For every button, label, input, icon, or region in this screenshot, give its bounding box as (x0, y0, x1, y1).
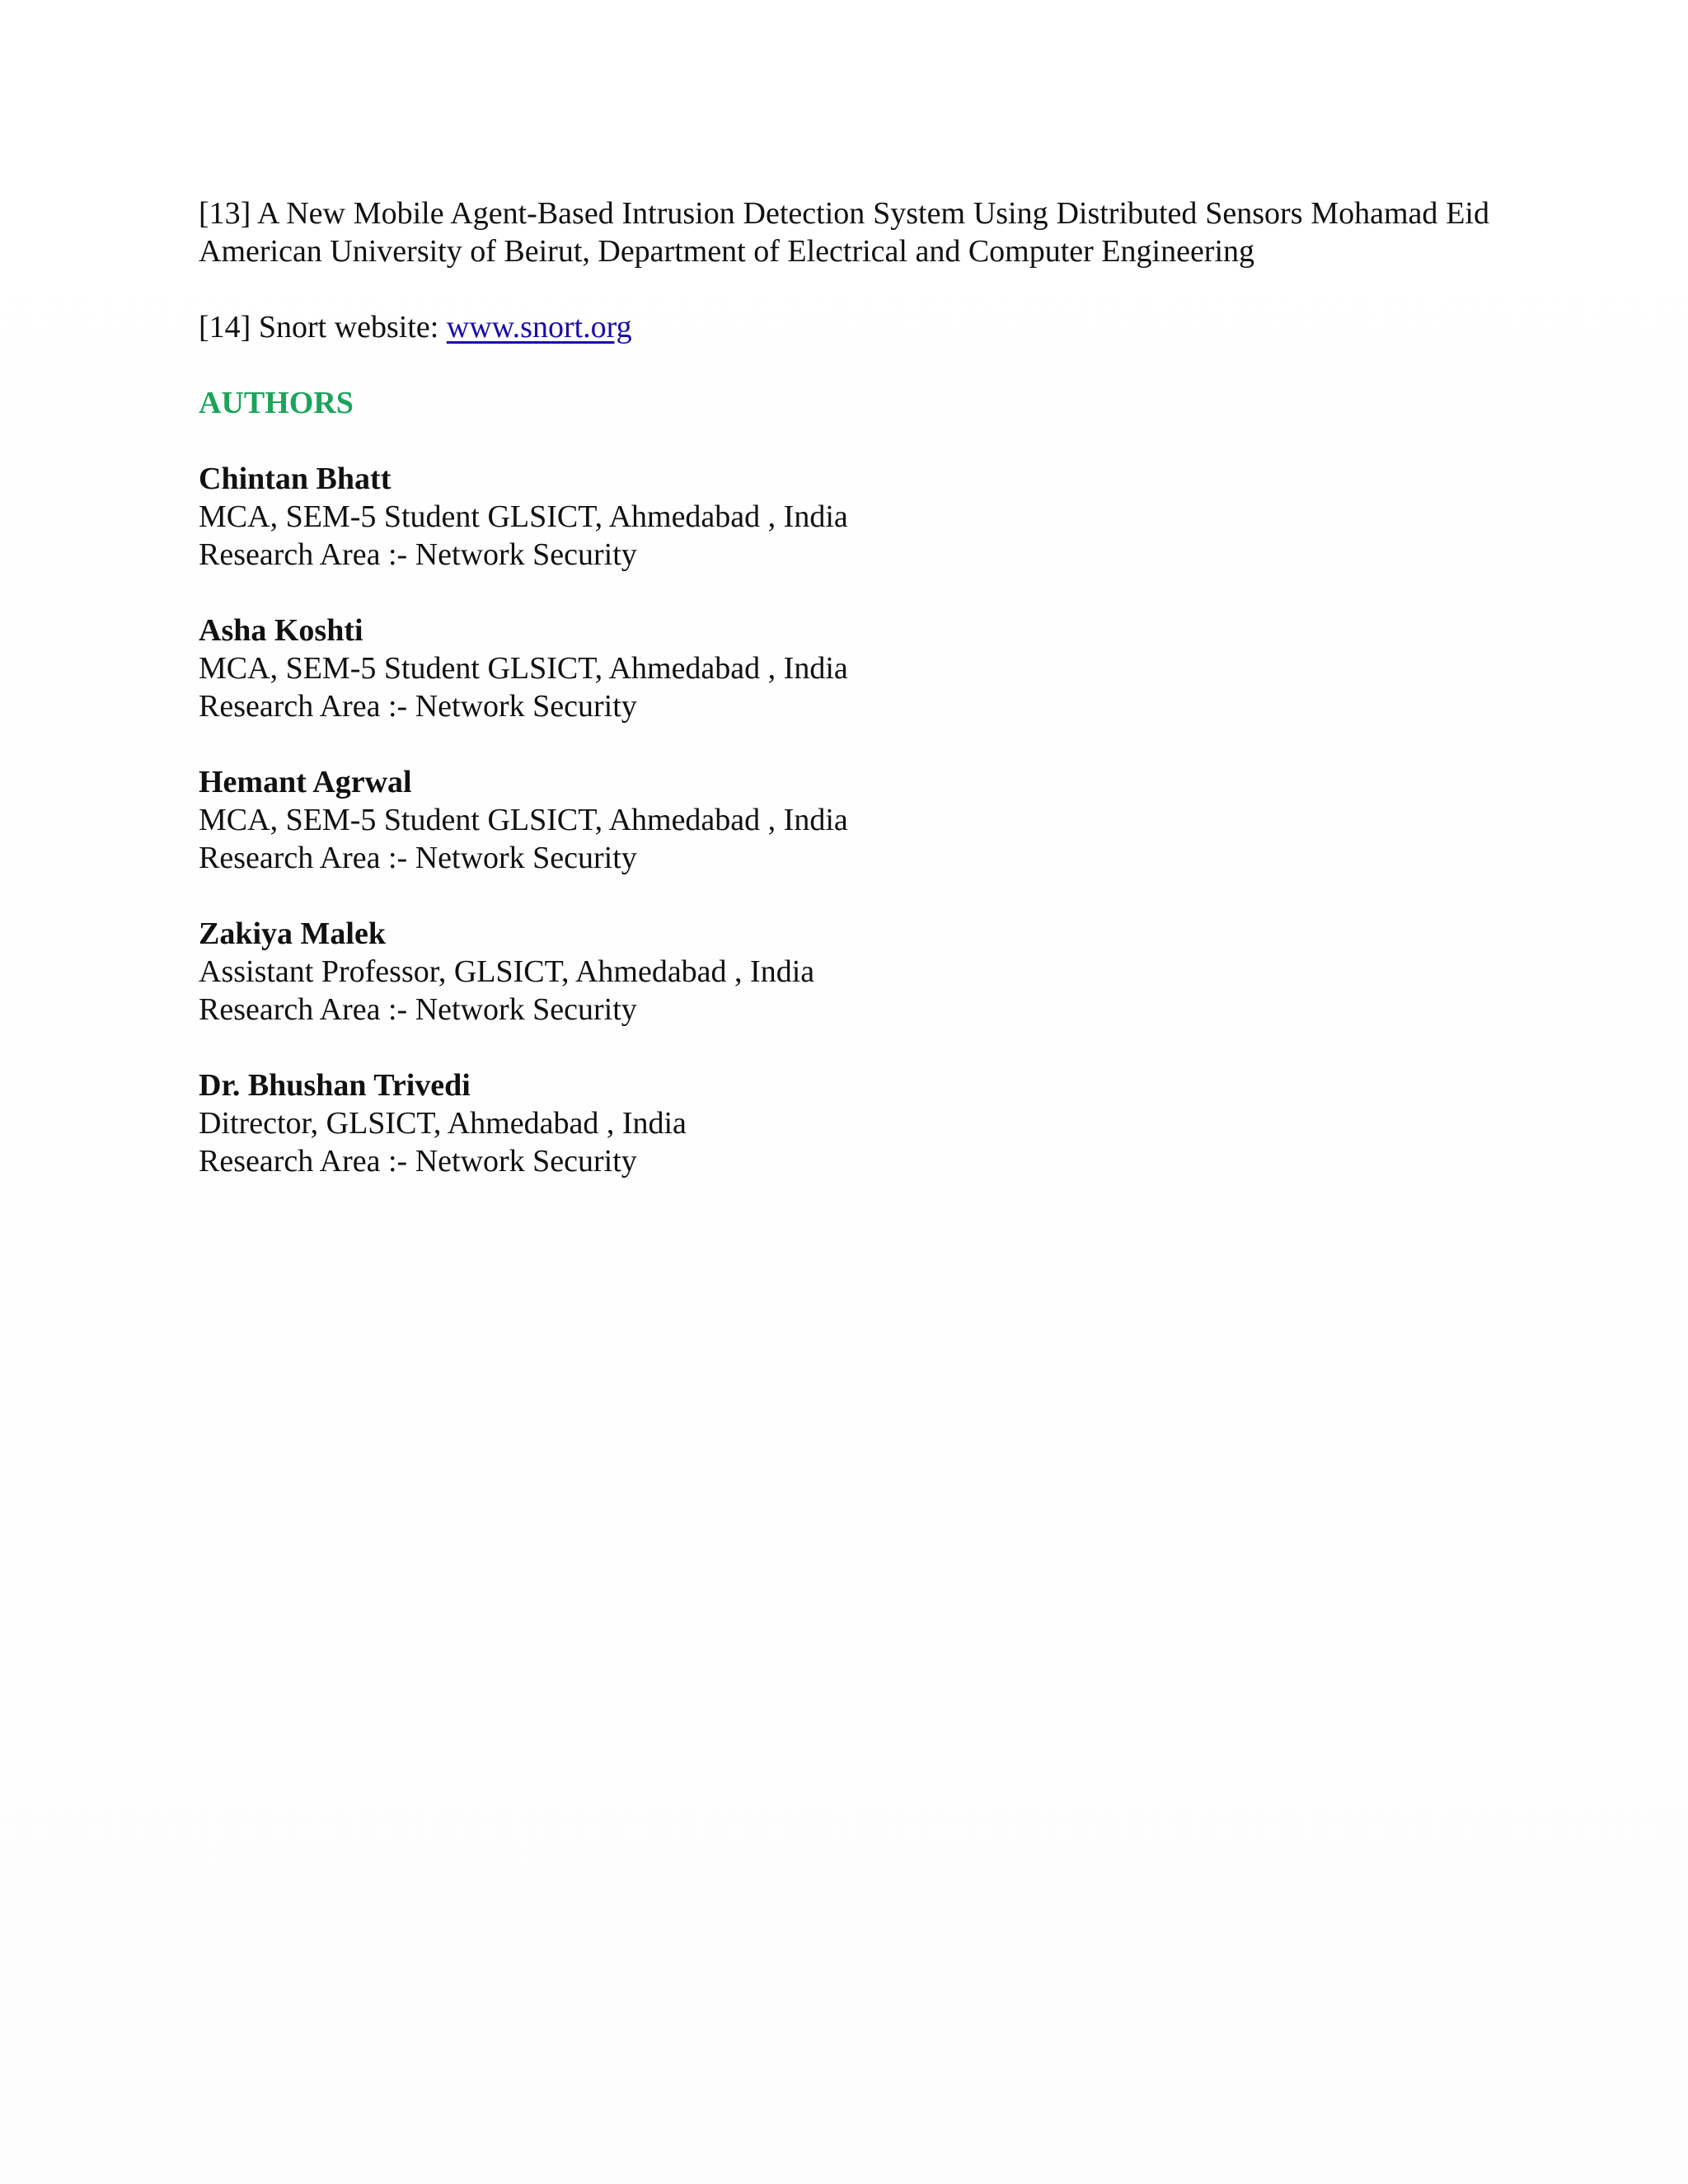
author-role: MCA, SEM-5 Student GLSICT, Ahmedabad , India (199, 499, 848, 534)
author-role: MCA, SEM-5 Student GLSICT, Ahmedabad , India (199, 651, 848, 686)
author-role: MCA, SEM-5 Student GLSICT, Ahmedabad , India (199, 803, 848, 837)
page-content (199, 194, 1489, 1180)
reference-number: [14] (199, 310, 251, 344)
authors-heading: AUTHORS (199, 386, 354, 420)
snort-website-link[interactable]: www.snort.org (446, 310, 632, 344)
reference-number: [13] (199, 196, 251, 231)
author-name: Zakiya Malek (199, 916, 386, 951)
author-role: Ditrector, GLSICT, Ahmedabad , India (199, 1106, 687, 1141)
author-research-area: Research Area :- Network Security (199, 537, 637, 572)
reference-14 (199, 308, 1489, 346)
author-entry (199, 763, 1489, 877)
reference-text: A New Mobile Agent-Based Intrusion Detection System Using Distributed Sensors Mohamad Eid American University of Beirut, Department of Electrical and Computer Engineering (199, 196, 1489, 269)
author-name: Dr. Bhushan Trivedi (199, 1068, 471, 1103)
author-name: Chintan Bhatt (199, 462, 392, 496)
reference-prefix: Snort website: (258, 310, 439, 344)
author-research-area: Research Area :- Network Security (199, 992, 637, 1027)
reference-13 (199, 194, 1489, 270)
author-entry (199, 460, 1489, 574)
author-name: Asha Koshti (199, 613, 363, 648)
author-research-area: Research Area :- Network Security (199, 1144, 637, 1179)
author-entry (199, 915, 1489, 1029)
author-role: Assistant Professor, GLSICT, Ahmedabad , India (199, 954, 815, 989)
author-research-area: Research Area :- Network Security (199, 689, 637, 724)
author-entry (199, 1066, 1489, 1180)
author-entry (199, 612, 1489, 725)
author-research-area: Research Area :- Network Security (199, 841, 637, 875)
author-name: Hemant Agrwal (199, 765, 412, 799)
